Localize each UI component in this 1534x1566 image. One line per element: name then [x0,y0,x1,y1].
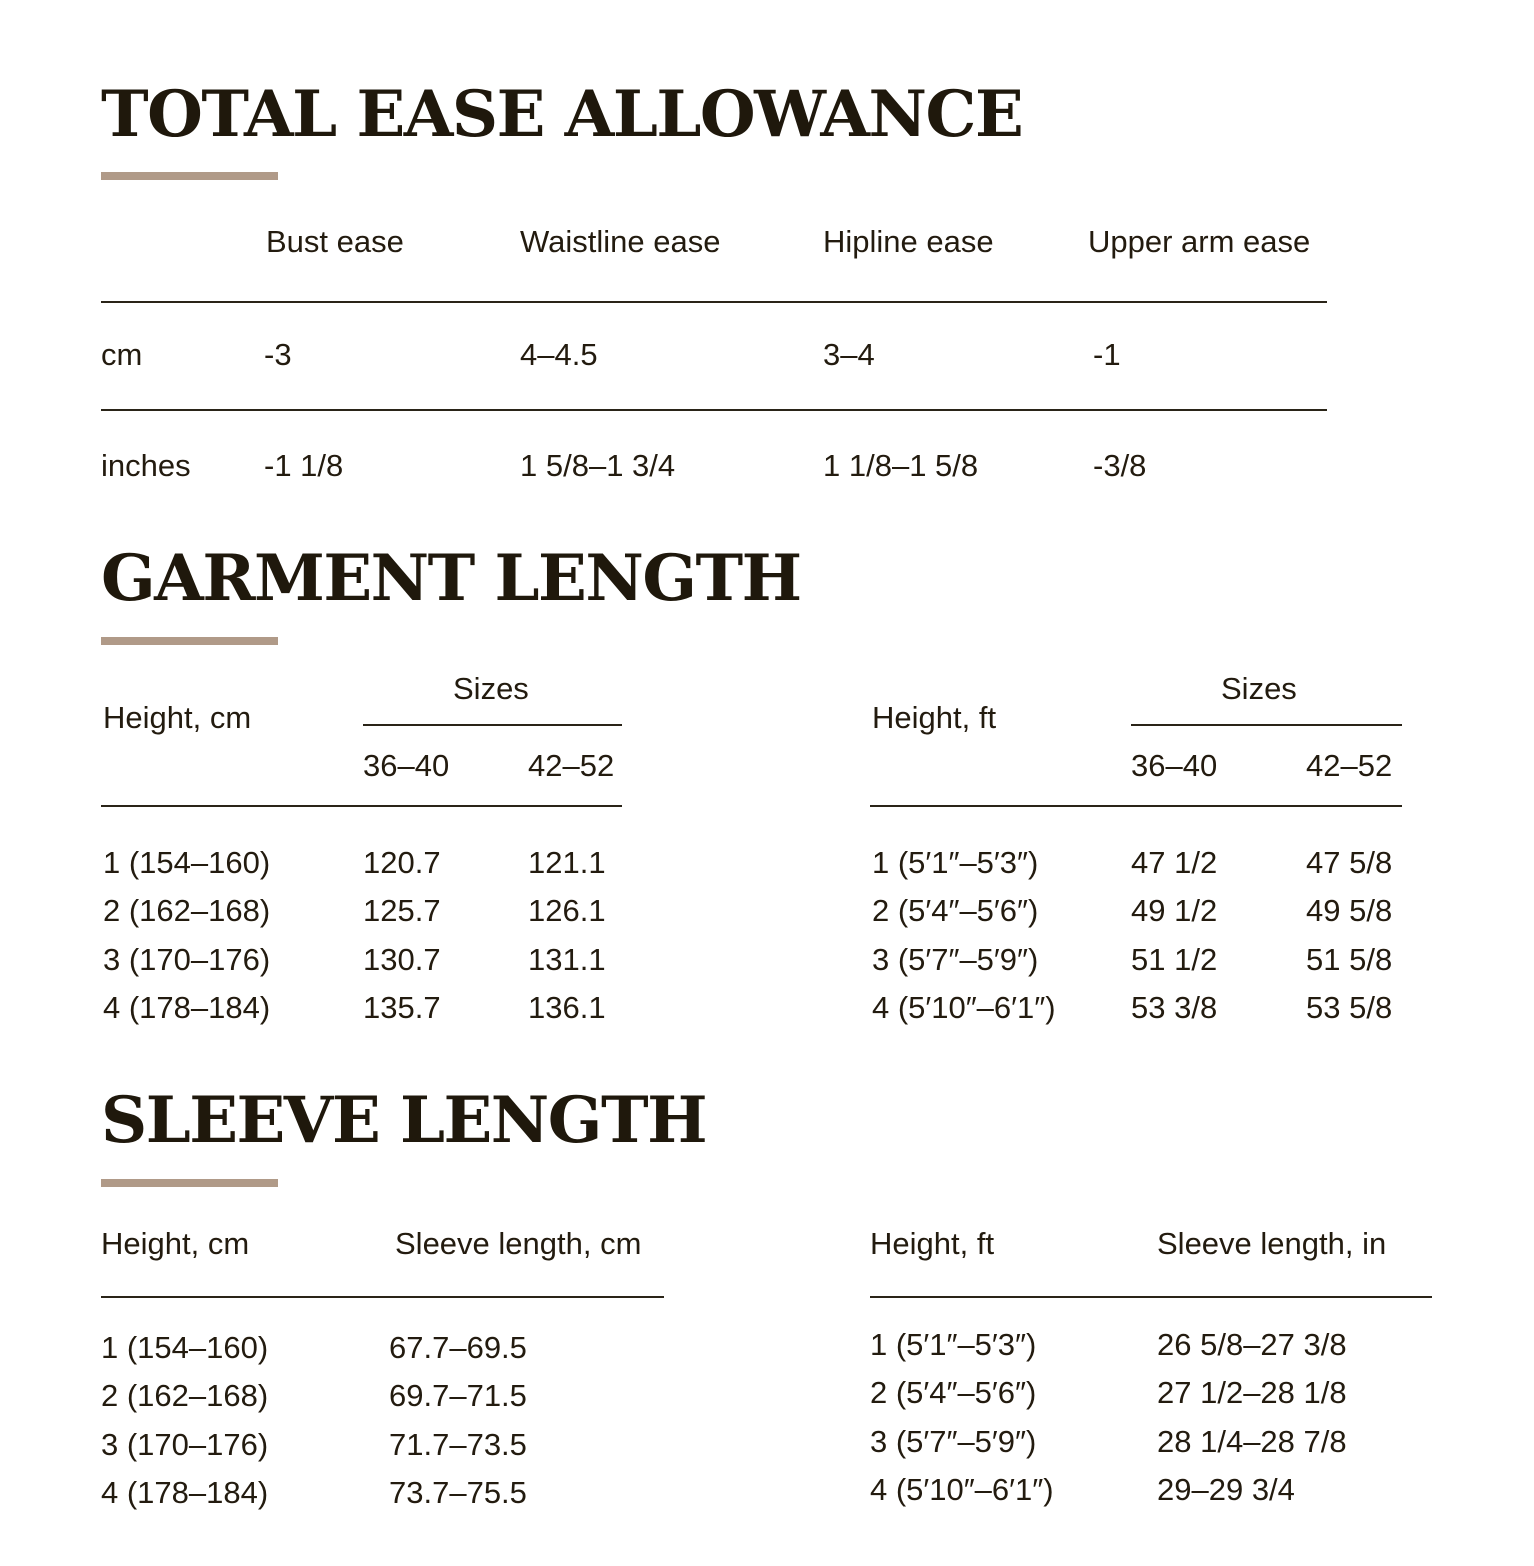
ease-row-inches-bust: -1 1/8 [264,448,344,483]
garment-imperial-height-header: Height, ft [872,700,997,735]
sleeve-imperial-row-2-length: 27 1/2–28 1/8 [1157,1375,1347,1410]
garment-imperial-row-1-height: 1 (5′1″–5′3″) [872,845,1039,880]
sleeve-imperial-row-2-height: 2 (5′4″–5′6″) [870,1375,1037,1410]
garment-metric-sizes-divider [363,724,622,726]
ease-row-cm-bust: -3 [264,337,292,372]
sleeve-imperial-row-4-height: 4 (5′10″–6′1″) [870,1472,1054,1507]
ease-row-cm-unit: cm [101,337,143,372]
sleeve-metric-row-2-height: 2 (162–168) [101,1378,269,1413]
sleeve-imperial-header-divider [870,1296,1432,1298]
garment-metric-height-header: Height, cm [103,700,252,735]
garment-imperial-row-4-size-36-40: 53 3/8 [1131,990,1218,1025]
sleeve-imperial-height-header: Height, ft [870,1226,995,1261]
sleeve-imperial-row-3-length: 28 1/4–28 7/8 [1157,1424,1347,1459]
garment-imperial-row-1-size-42-52: 47 5/8 [1306,845,1393,880]
sleeve-imperial-row-3-height: 3 (5′7″–5′9″) [870,1424,1037,1459]
sleeve-title-accent-bar [101,1179,278,1187]
garment-imperial-row-3-size-42-52: 51 5/8 [1306,942,1393,977]
garment-imperial-header-divider [870,805,1402,807]
garment-metric-row-4-height: 4 (178–184) [103,990,271,1025]
ease-header-bust: Bust ease [266,224,404,259]
ease-row-cm-waistline: 4–4.5 [520,337,598,372]
ease-row-inches-unit: inches [101,448,191,483]
garment-metric-row-1-size-36-40: 120.7 [363,845,441,880]
garment-metric-row-3-size-42-52: 131.1 [528,942,606,977]
garment-metric-size-col-2: 42–52 [528,748,615,783]
garment-imperial-row-2-height: 2 (5′4″–5′6″) [872,893,1039,928]
sleeve-metric-row-1-height: 1 (154–160) [101,1330,269,1365]
sleeve-metric-length-header: Sleeve length, cm [395,1226,642,1261]
sleeve-imperial-row-4-length: 29–29 3/4 [1157,1472,1295,1507]
ease-row-inches-waistline: 1 5/8–1 3/4 [520,448,676,483]
garment-imperial-sizes-header: Sizes [1221,671,1297,706]
sleeve-imperial-length-header: Sleeve length, in [1157,1226,1387,1261]
sleeve-metric-row-3-height: 3 (170–176) [101,1427,269,1462]
ease-title-accent-bar [101,172,278,180]
sleeve-metric-row-4-height: 4 (178–184) [101,1475,269,1510]
garment-metric-header-divider [101,805,622,807]
garment-imperial-row-3-height: 3 (5′7″–5′9″) [872,942,1039,977]
sleeve-metric-row-1-length: 67.7–69.5 [389,1330,527,1365]
garment-metric-row-1-height: 1 (154–160) [103,845,271,880]
garment-metric-row-3-size-36-40: 130.7 [363,942,441,977]
garment-metric-row-1-size-42-52: 121.1 [528,845,606,880]
ease-row-cm-upper-arm: -1 [1093,337,1121,372]
garment-imperial-size-col-1: 36–40 [1131,748,1218,783]
garment-metric-row-3-height: 3 (170–176) [103,942,271,977]
ease-header-divider [101,301,1327,303]
sleeve-metric-row-2-length: 69.7–71.5 [389,1378,527,1413]
ease-row-divider [101,409,1327,411]
garment-metric-row-2-height: 2 (162–168) [103,893,271,928]
garment-metric-row-2-size-42-52: 126.1 [528,893,606,928]
garment-imperial-row-3-size-36-40: 51 1/2 [1131,942,1218,977]
garment-metric-row-4-size-42-52: 136.1 [528,990,606,1025]
sleeve-metric-height-header: Height, cm [101,1226,250,1261]
garment-imperial-row-2-size-36-40: 49 1/2 [1131,893,1218,928]
ease-header-upper-arm: Upper arm ease [1088,224,1311,259]
garment-title-accent-bar [101,637,278,645]
sleeve-section-title: SLEEVE LENGTH [101,1083,707,1158]
garment-imperial-row-1-size-36-40: 47 1/2 [1131,845,1218,880]
ease-row-inches-upper-arm: -3/8 [1093,448,1147,483]
sleeve-metric-row-3-length: 71.7–73.5 [389,1427,527,1462]
garment-imperial-size-col-2: 42–52 [1306,748,1393,783]
ease-row-cm-hipline: 3–4 [823,337,875,372]
ease-section-title: TOTAL EASE ALLOWANCE [101,77,1023,152]
sleeve-metric-header-divider [101,1296,664,1298]
ease-row-inches-hipline: 1 1/8–1 5/8 [823,448,979,483]
garment-metric-size-col-1: 36–40 [363,748,450,783]
garment-metric-row-4-size-36-40: 135.7 [363,990,441,1025]
garment-imperial-row-4-height: 4 (5′10″–6′1″) [872,990,1056,1025]
garment-metric-row-2-size-36-40: 125.7 [363,893,441,928]
ease-header-hipline: Hipline ease [823,224,994,259]
sleeve-imperial-row-1-length: 26 5/8–27 3/8 [1157,1327,1347,1362]
ease-header-waistline: Waistline ease [520,224,721,259]
garment-section-title: GARMENT LENGTH [101,541,801,616]
sleeve-imperial-row-1-height: 1 (5′1″–5′3″) [870,1327,1037,1362]
garment-metric-sizes-header: Sizes [453,671,529,706]
garment-imperial-sizes-divider [1131,724,1402,726]
sleeve-metric-row-4-length: 73.7–75.5 [389,1475,527,1510]
garment-imperial-row-4-size-42-52: 53 5/8 [1306,990,1393,1025]
garment-imperial-row-2-size-42-52: 49 5/8 [1306,893,1393,928]
